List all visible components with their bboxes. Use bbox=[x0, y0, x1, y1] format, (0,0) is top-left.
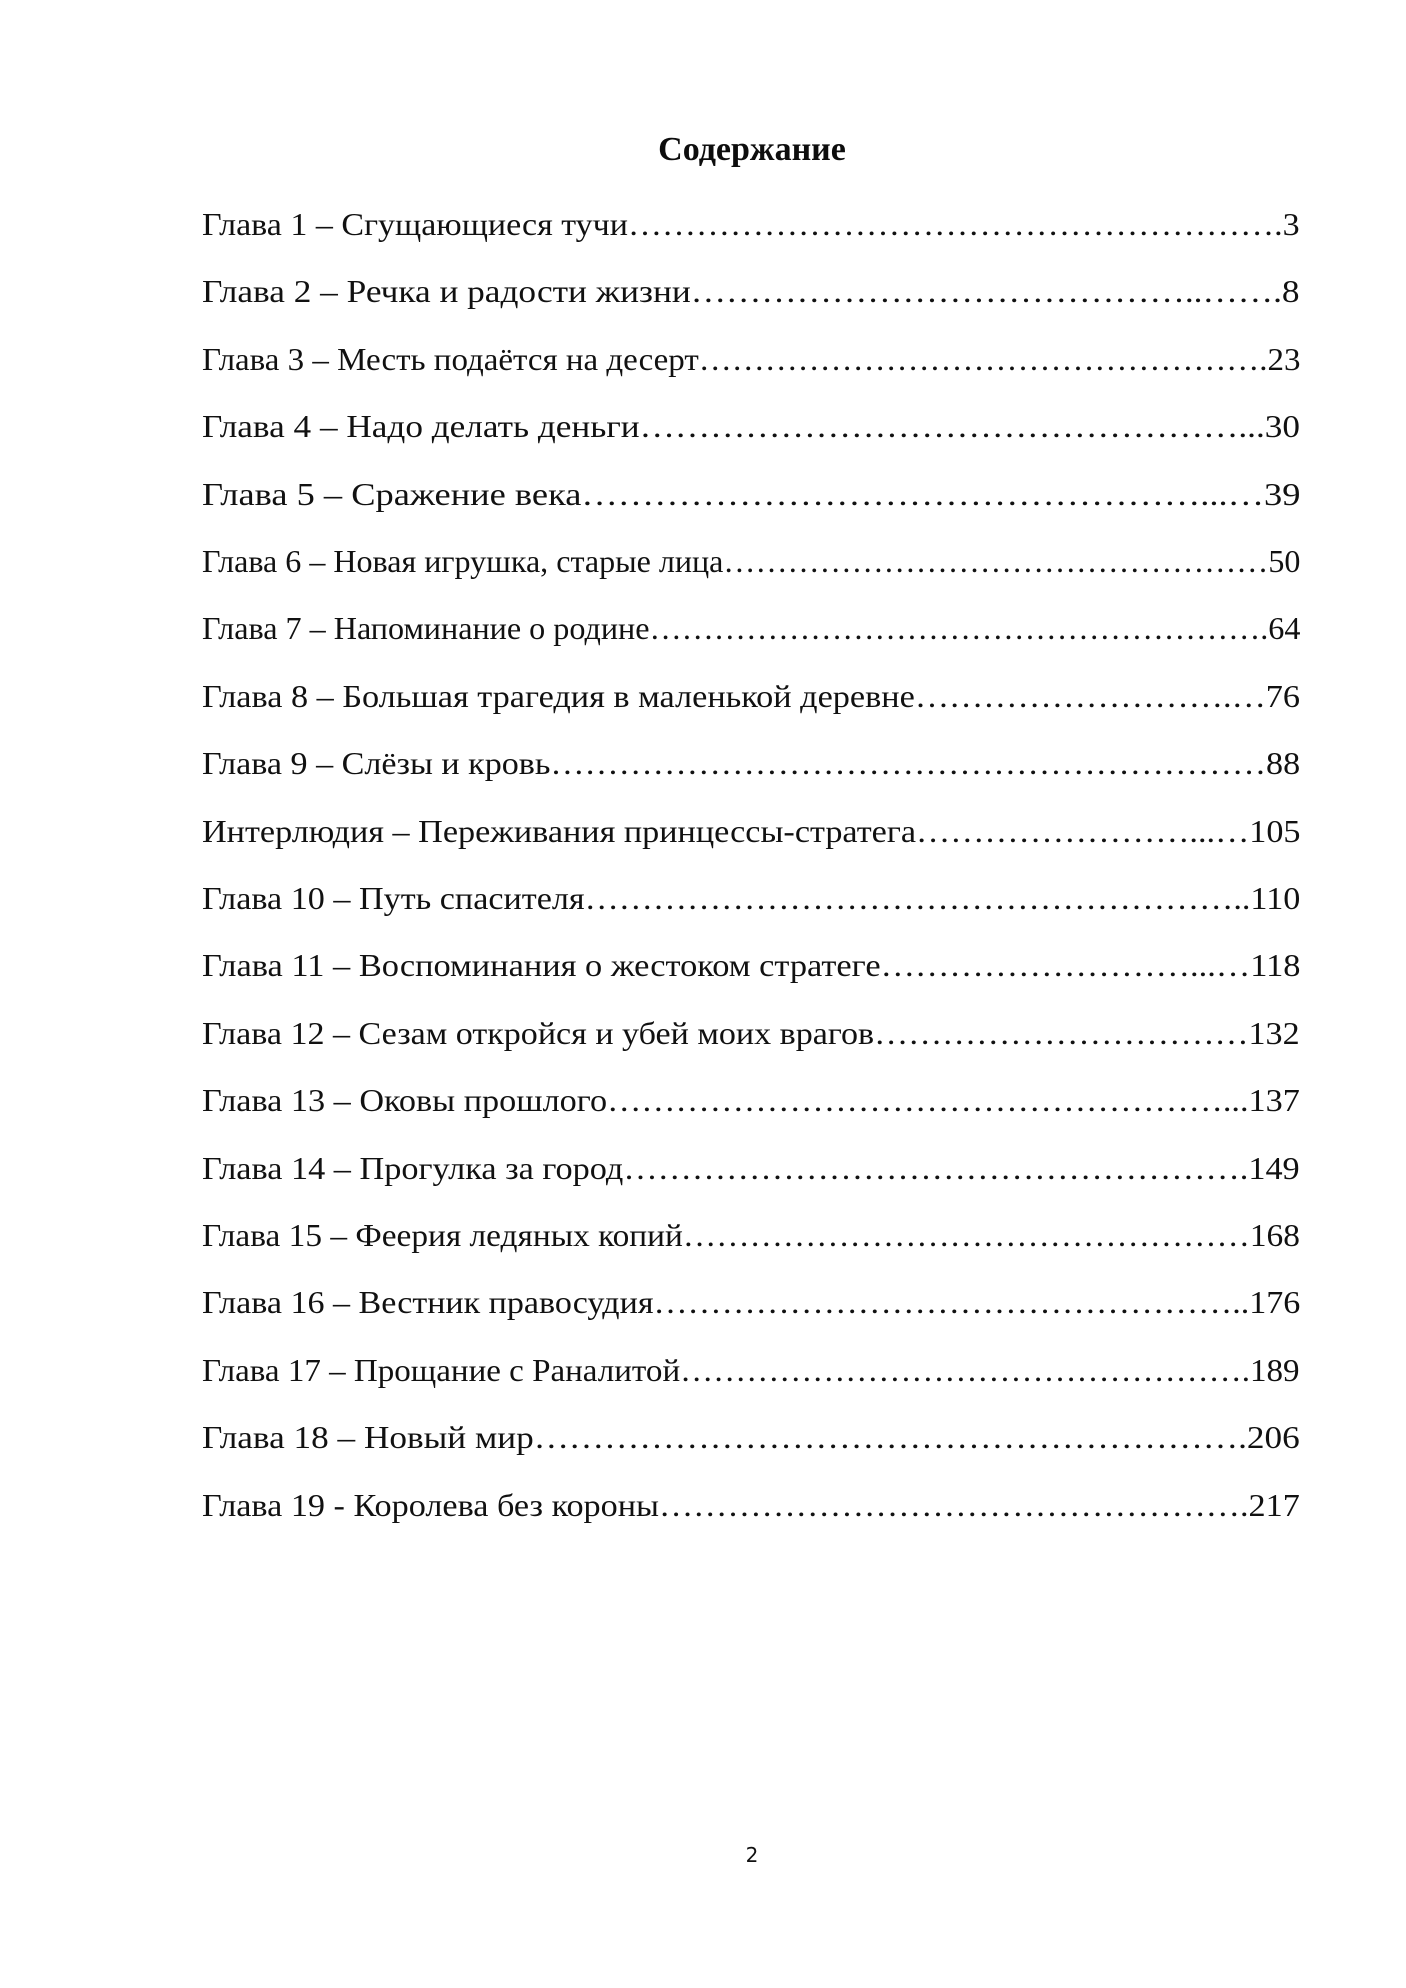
toc-entry bbox=[202, 812, 1301, 852]
toc-entry-leader: ………………………………………………... bbox=[607, 1083, 1249, 1119]
toc-entry bbox=[202, 340, 1300, 380]
toc-entry-title: Глава 2 – Речка и радости жизни bbox=[202, 274, 691, 310]
toc-entry-leader: ………………………...… bbox=[880, 948, 1251, 984]
toc-entry-title: Глава 15 – Феерия ледяных копий bbox=[202, 1218, 683, 1253]
toc-entry-page: 50 bbox=[1268, 544, 1301, 579]
toc-entry-page: 88 bbox=[1266, 746, 1301, 782]
toc-entry-page: 39 bbox=[1264, 476, 1301, 512]
toc-entry bbox=[202, 1283, 1300, 1323]
toc-entry-page: 118 bbox=[1250, 948, 1301, 984]
toc-entry-title: Глава 18 – Новый мир bbox=[202, 1420, 534, 1456]
toc-entry-title: Глава 13 – Оковы прошлого bbox=[202, 1083, 608, 1119]
toc-entry-page: 176 bbox=[1249, 1285, 1301, 1321]
toc-entry-leader: ……………………………………………...… bbox=[581, 476, 1265, 512]
toc-entry-title: Глава 8 – Большая трагедия в маленькой деревне bbox=[202, 678, 915, 714]
toc-entry bbox=[202, 1081, 1300, 1121]
toc-entry-leader: …………………………………………………. bbox=[628, 207, 1283, 242]
toc-entry-title: Интерлюдия – Переживания принцессы-стратега bbox=[202, 813, 917, 849]
toc-entry-leader: ……………………………………………. bbox=[698, 341, 1268, 377]
toc-entry-leader: ………………………………………………. bbox=[623, 1150, 1249, 1186]
toc-entry bbox=[202, 1418, 1300, 1458]
toc-entry-leader: ……………………...… bbox=[916, 813, 1250, 849]
toc-entry-leader: ……………………………………………………… bbox=[550, 746, 1267, 782]
toc-entry-leader: …………………………………………… bbox=[682, 1218, 1250, 1253]
toc-entry-page: 23 bbox=[1267, 341, 1301, 377]
toc-entry bbox=[202, 1014, 1300, 1054]
toc-entry-title: Глава 5 – Сражение века bbox=[202, 476, 582, 512]
toc-entry-page: 110 bbox=[1250, 881, 1301, 916]
toc-entry-title: Глава 7 – Напоминание о родине bbox=[202, 611, 650, 647]
toc-entry-title: Глава 9 – Слёзы и кровь bbox=[202, 746, 551, 782]
toc-entry bbox=[202, 475, 1300, 515]
toc-entry-leader: ……………………………………………. bbox=[680, 1352, 1250, 1388]
toc-entry-title: Глава 14 – Прогулка за город bbox=[202, 1150, 624, 1186]
toc-entry bbox=[202, 1486, 1300, 1526]
toc-entry-leader: ……………………….… bbox=[914, 678, 1266, 714]
toc-entry bbox=[202, 542, 1300, 582]
toc-entry-title: Глава 16 – Вестник правосудия bbox=[202, 1285, 654, 1321]
toc-entry-title: Глава 19 - Королева без короны bbox=[202, 1487, 659, 1523]
toc-entry-page: 137 bbox=[1248, 1083, 1300, 1119]
toc-entry-page: 8 bbox=[1281, 274, 1300, 310]
toc-entry-title: Глава 17 – Прощание с Раналитой bbox=[202, 1352, 681, 1388]
toc-entry-title: Глава 4 – Надо делать деньги bbox=[202, 409, 640, 445]
toc-entry-page: 105 bbox=[1249, 813, 1301, 849]
page-title: Содержание bbox=[658, 131, 846, 168]
toc-entry-leader: …………………………………………………. bbox=[649, 611, 1269, 647]
toc-entry-page: 30 bbox=[1264, 409, 1301, 445]
toc-entry-page: 132 bbox=[1248, 1015, 1300, 1051]
toc-entry-title: Глава 3 – Месть подаётся на десерт bbox=[202, 341, 699, 377]
toc-entry bbox=[202, 879, 1300, 919]
toc-entry bbox=[202, 272, 1300, 312]
toc-entry-page: 149 bbox=[1248, 1150, 1300, 1186]
toc-entry-title: Глава 11 – Воспоминания о жестоком стратеге bbox=[202, 948, 881, 984]
toc-entry bbox=[202, 407, 1300, 447]
toc-entry bbox=[202, 609, 1300, 649]
toc-entry-leader: ……………………………………..……. bbox=[690, 274, 1282, 310]
toc-entry bbox=[202, 946, 1301, 986]
toc-entry-page: 206 bbox=[1246, 1420, 1300, 1456]
toc-entry-leader: ……………………………………………... bbox=[639, 409, 1265, 445]
toc-entry-leader: ……………………………………………. bbox=[658, 1487, 1249, 1523]
toc-entry-leader: …………………………………………… bbox=[723, 544, 1269, 579]
toc-entry-leader: ……………………………………………………. bbox=[533, 1420, 1247, 1456]
toc-entry bbox=[202, 1216, 1300, 1256]
toc-entry bbox=[202, 677, 1300, 717]
toc-entry-title: Глава 1 – Сгущающиеся тучи bbox=[202, 207, 629, 242]
toc-entry-title: Глава 12 – Сезам откройся и убей моих врагов bbox=[202, 1015, 875, 1051]
toc-entry-page: 64 bbox=[1268, 611, 1301, 647]
toc-entry-leader: …………………………… bbox=[874, 1015, 1249, 1051]
toc-entry-page: 189 bbox=[1249, 1352, 1300, 1388]
page-number: 2 bbox=[745, 1843, 759, 1867]
toc-entry bbox=[202, 1149, 1300, 1189]
toc-entry bbox=[202, 205, 1300, 245]
toc-entry-leader: …………………………………………….. bbox=[653, 1285, 1250, 1321]
toc-entry-leader: ………………………………………………….. bbox=[584, 881, 1251, 916]
toc-entry-title: Глава 6 – Новая игрушка, старые лица bbox=[202, 544, 724, 579]
toc-entry bbox=[202, 744, 1300, 784]
toc-entry-page: 76 bbox=[1265, 678, 1301, 714]
toc-entry-page: 217 bbox=[1248, 1487, 1300, 1523]
toc-entry bbox=[202, 1351, 1300, 1391]
toc-entry-title: Глава 10 – Путь спасителя bbox=[202, 881, 585, 916]
toc-entry-page: 3 bbox=[1282, 207, 1300, 242]
toc-entry-page: 168 bbox=[1249, 1218, 1300, 1253]
